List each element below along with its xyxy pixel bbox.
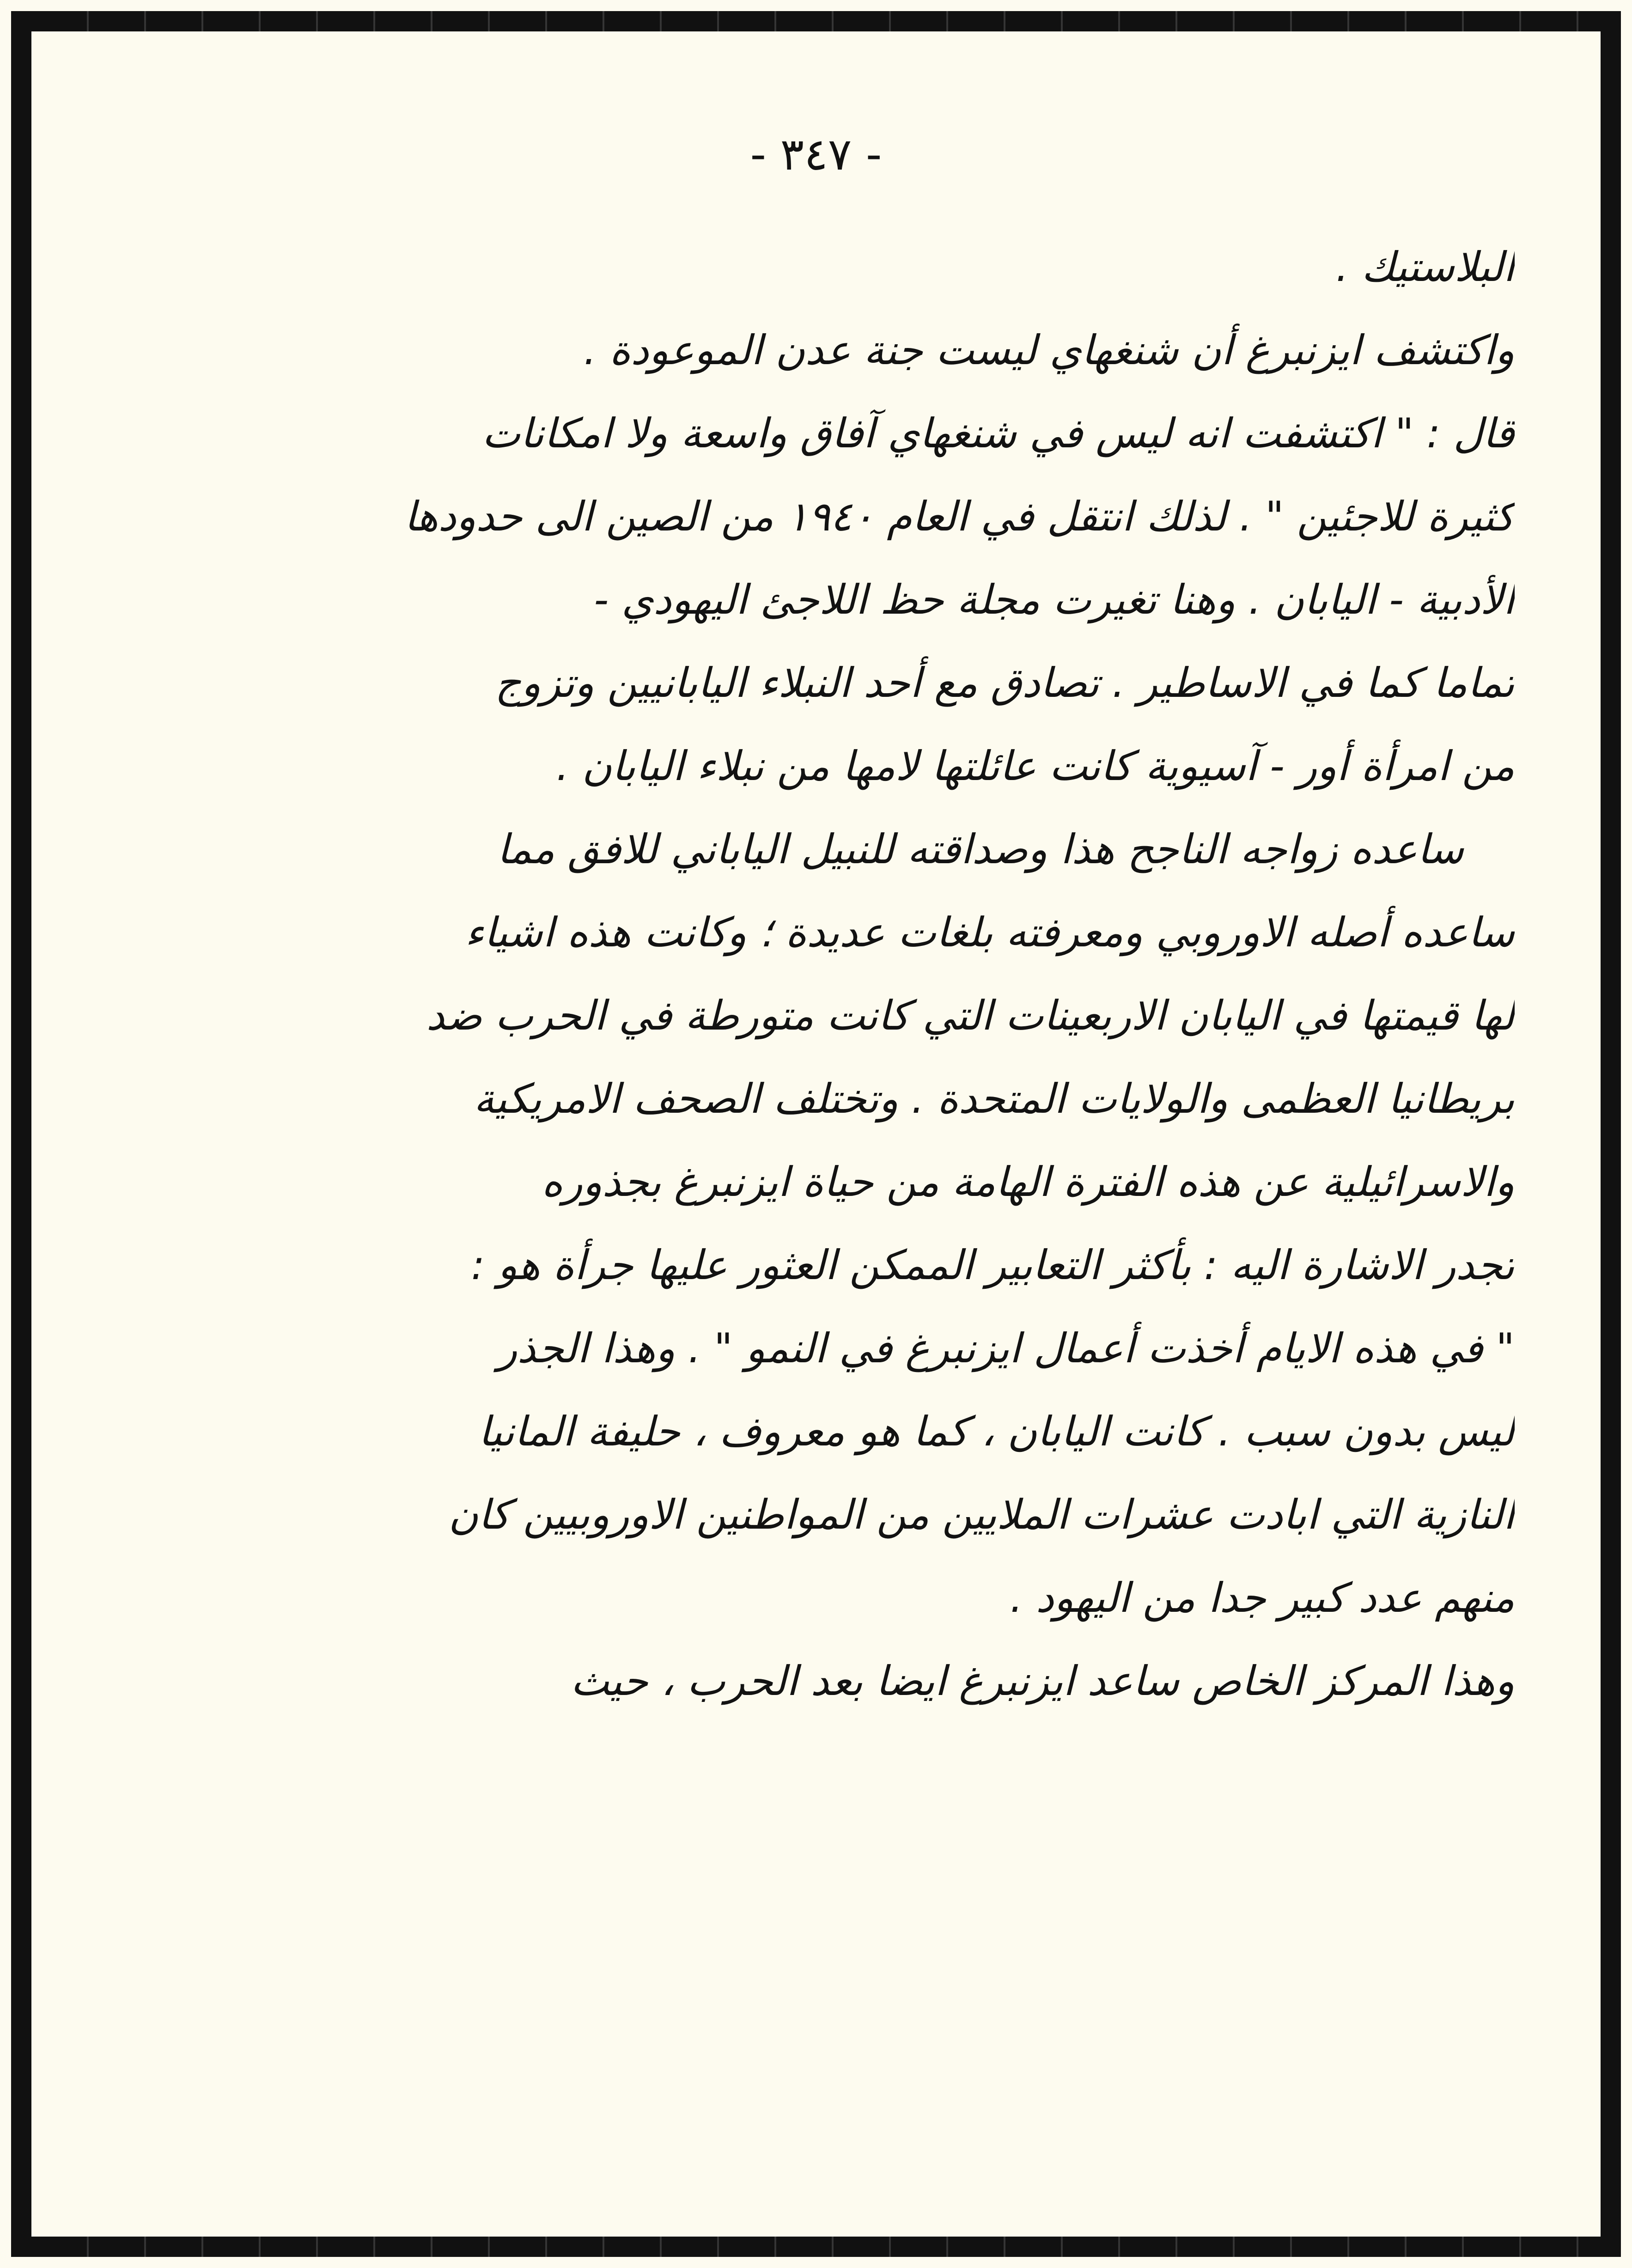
text-line: وهذا المركز الخاص ساعد ايزنبرغ ايضا بعد الحرب ، حيث bbox=[571, 1657, 1515, 1705]
text-line: ساعده أصله الاوروبي ومعرفته بلغات عديدة ؛ وكانت هذه اشياء bbox=[465, 908, 1515, 956]
text-line: تجدر الاشارة اليه : بأكثر التعابير الممكن العثور عليها جرأة هو : bbox=[471, 1241, 1515, 1289]
text-line: والاسرائيلية عن هذه الفترة الهامة من حياة ايزنبرغ بجذوره bbox=[542, 1158, 1515, 1206]
handwritten-text-block bbox=[119, 226, 1515, 1723]
manuscript-page bbox=[31, 31, 1601, 2237]
text-line: النازية التي ابادت عشرات الملايين من المواطنين الاوروبيين كان bbox=[448, 1491, 1515, 1538]
border-ticks-bottom bbox=[31, 2237, 1601, 2257]
text-line: البلاستيك . bbox=[1335, 243, 1515, 291]
text-line: تماما كما في الاساطير . تصادق مع أحد النبلاء اليابانيين وتزوج bbox=[495, 659, 1515, 707]
text-line: من امرأة أور - آسيوية كانت عائلتها لامها من نبلاء اليابان . bbox=[556, 742, 1515, 790]
text-line: بريطانيا العظمى والولايات المتحدة . وتختلف الصحف الامريكية bbox=[474, 1075, 1515, 1122]
text-line: الأدبية - اليابان . وهنا تغيرت مجلة حظ اللاجئ اليهودي - bbox=[594, 576, 1515, 623]
text-line: واكتشف ايزنبرغ أن شنغهاي ليست جنة عدن الموعودة . bbox=[583, 326, 1515, 374]
text-line: كثيرة للاجئين " . لذلك انتقل في العام ١٩٤٠ من الصين الى حدودها bbox=[404, 493, 1515, 540]
text-line: منهم عدد كبير جدا من اليهود . bbox=[1010, 1574, 1515, 1622]
border-ticks-top bbox=[31, 11, 1601, 31]
text-line: لها قيمتها في اليابان الاربعينات التي كانت متورطة في الحرب ضد bbox=[426, 992, 1515, 1039]
page-number: - ٣٤٧ - bbox=[750, 128, 882, 180]
text-line: " في هذه الايام أخذت أعمال ايزنبرغ في النمو " . وهذا الجذر bbox=[497, 1324, 1515, 1372]
text-line: ليس بدون سبب . كانت اليابان ، كما هو معروف ، حليفة المانيا bbox=[478, 1408, 1515, 1455]
text-line: ساعده زواجه الناجح هذا وصداقته للنبيل الياباني للافق مما bbox=[497, 825, 1464, 873]
text-line: قال : " اكتشفت انه ليس في شنغهاي آفاق واسعة ولا امكانات bbox=[482, 409, 1515, 457]
